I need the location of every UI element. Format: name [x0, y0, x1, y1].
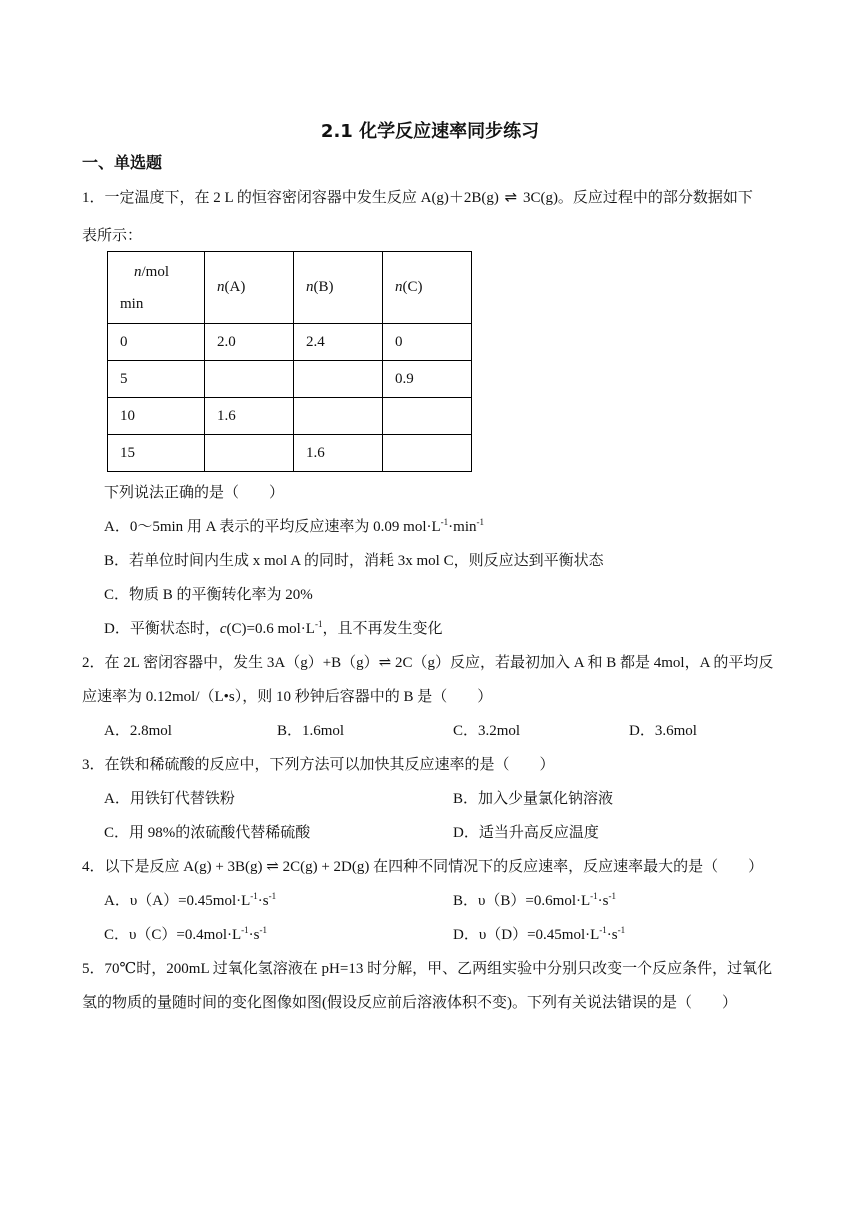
q2-option-b: B．1.6mol: [277, 723, 345, 739]
q4-line1: 4．以下是反应 A(g) + 3B(g) ⇌ 2C(g) + 2D(g) 在四种不同情况下的反应速率，反应速率最大的是（ ）: [82, 859, 764, 875]
table-cell: [294, 398, 383, 435]
q1-data-table: [107, 251, 472, 472]
table-header-row: [108, 252, 472, 324]
superscript: -1: [599, 925, 607, 935]
q4-option-a-text: A．υ（A）=0.45mol·L: [104, 893, 251, 909]
col-header-nC: n(C): [383, 252, 472, 324]
q2-option-d: D．3.6mol: [629, 723, 697, 739]
superscript: -1: [440, 517, 449, 527]
q2-line2: 应速率为 0.12mol/（L•s），则 10 秒钟后容器中的 B 是（ ）: [82, 689, 493, 705]
q1-option-a: [104, 515, 484, 536]
table-row: [108, 324, 472, 361]
table-cell: 0: [108, 324, 205, 361]
table-cell: [383, 398, 472, 435]
table-cell: [205, 361, 294, 398]
superscript: -1: [314, 619, 323, 629]
q4-option-d: [453, 923, 625, 944]
table-corner-cell: [108, 252, 205, 324]
q4-option-a: [104, 889, 276, 910]
superscript: -1: [259, 925, 267, 935]
q1-line1-part-a: 1．一定温度下，在 2 L 的恒容密闭容器中发生反应 A(g)＋2B(g): [82, 190, 499, 206]
col-header-nB: n(B): [294, 252, 383, 324]
q3-option-c: C．用 98%的浓硫酸代替稀硫酸: [104, 825, 311, 841]
q2-option-c: C．3.2mol: [453, 723, 521, 739]
table-row: [108, 361, 472, 398]
q5-line1: 5．70℃时，200mL 过氧化氢溶液在 pH=13 时分解，甲、乙两组实验中分别只改变一个反应条件，过氧化: [82, 961, 773, 977]
table-row: [108, 398, 472, 435]
superscript: -1: [617, 925, 626, 935]
q1-option-d-tail: ，且不再发生变化: [322, 621, 443, 637]
section-heading: 一、单选题: [82, 153, 163, 172]
q1-option-d: [104, 617, 442, 638]
superscript: -1: [268, 891, 277, 901]
q1-option-d-value: (C)=0.6 mol·L: [226, 621, 315, 637]
table-cell: [383, 435, 472, 472]
q1-option-d-italic-c: c: [219, 621, 227, 637]
table-cell: [294, 361, 383, 398]
q3-option-a: A．用铁钉代替铁粉: [104, 791, 235, 807]
q4-option-d-text: D．υ（D）=0.45mol·L: [453, 927, 600, 943]
q1-option-d-lead: D．平衡状态时，: [104, 621, 220, 637]
table-cell: 2.0: [205, 324, 294, 361]
table-cell: 10: [108, 398, 205, 435]
unit-tail: ·s: [248, 927, 260, 943]
superscript: -1: [608, 891, 616, 901]
equilibrium-arrow-icon: ⇌: [504, 188, 518, 206]
table-cell: 1.6: [294, 435, 383, 472]
q1-line1-part-b: 3C(g)。反应过程中的部分数据如下: [522, 190, 753, 206]
q3-option-b: B．加入少量氯化钠溶液: [453, 791, 614, 807]
superscript: -1: [476, 517, 485, 527]
table-cell: 0: [383, 324, 472, 361]
unit-tail: ·s: [257, 893, 269, 909]
table-cell: 0.9: [383, 361, 472, 398]
q5-line2: 氢的物质的量随时间的变化图像如图(假设反应前后溶液体积不变)。下列有关说法错误的是（ ）: [82, 995, 737, 1011]
q1-line1: [82, 186, 753, 207]
q1-option-a-unit: ·min: [448, 519, 477, 535]
table-cell: 15: [108, 435, 205, 472]
col-header-nA: n(A): [205, 252, 294, 324]
superscript: -1: [250, 891, 258, 901]
superscript: -1: [590, 891, 598, 901]
unit-tail: ·s: [606, 927, 618, 943]
unit-tail: ·s: [597, 893, 609, 909]
q4-option-c: [104, 923, 267, 944]
table-cell: 5: [108, 361, 205, 398]
q3-line1: 3．在铁和稀硫酸的反应中，下列方法可以加快其反应速率的是（ ）: [82, 757, 555, 773]
q4-option-b: [453, 889, 616, 910]
q4-option-b-text: B．υ（B）=0.6mol·L: [453, 893, 591, 909]
header-bottom-label: min: [120, 296, 144, 312]
table-cell: 2.4: [294, 324, 383, 361]
q1-option-b: B．若单位时间内生成 x mol A 的同时，消耗 3x mol C，则反应达到平衡状态: [104, 553, 604, 569]
page-title: 2.1 化学反应速率同步练习: [320, 121, 540, 142]
q1-option-c: C．物质 B 的平衡转化率为 20%: [104, 587, 313, 603]
q1-prompt: 下列说法正确的是（ ）: [104, 485, 285, 501]
table-cell: [205, 435, 294, 472]
q2-option-a: A．2.8mol: [104, 723, 172, 739]
q4-option-c-text: C．υ（C）=0.4mol·L: [104, 927, 242, 943]
q1-option-a-text: A．0～5min 用 A 表示的平均反应速率为 0.09 mol·L: [104, 519, 441, 535]
q1-line2: 表所示：: [82, 228, 143, 244]
table-cell: 1.6: [205, 398, 294, 435]
q3-option-d: D．适当升高反应温度: [453, 825, 599, 841]
table-row: [108, 435, 472, 472]
superscript: -1: [241, 925, 249, 935]
q2-line1: 2．在 2L 密闭容器中，发生 3A（g）+B（g）⇌ 2C（g）反应，若最初加入 A 和 B 都是 4mol，A 的平均反: [82, 655, 774, 671]
header-top-label: n/mol: [134, 264, 170, 280]
